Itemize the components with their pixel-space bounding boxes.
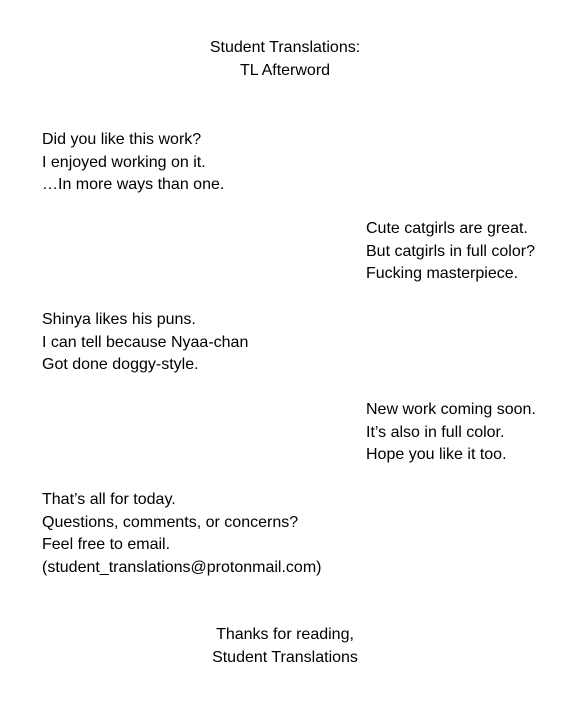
text-line: I enjoyed working on it. <box>42 153 206 171</box>
title-line-2: TL Afterword <box>239 61 331 79</box>
closing-signature <box>0 624 570 669</box>
closing-line-2: Student Translations <box>212 648 358 666</box>
text-line: Questions, comments, or concerns? <box>42 513 299 531</box>
text-line: But catgirls in full color? <box>366 242 535 260</box>
text-line: New work coming soon. <box>366 401 536 418</box>
paragraph-contact <box>42 489 321 579</box>
text-line: Did you like this work? <box>42 131 202 148</box>
contact-email: (student_translations@protonmail.com) <box>42 558 322 576</box>
text-line: Hope you like it too. <box>366 446 507 463</box>
paragraph-new-work <box>366 399 536 467</box>
text-line: Feel free to email. <box>42 536 171 553</box>
text-line: Fucking masterpiece. <box>366 265 519 282</box>
text-line: …In more ways than one. <box>42 176 225 193</box>
text-line: Shinya likes his puns. <box>42 311 196 328</box>
text-line: Cute catgirls are great. <box>366 220 528 237</box>
text-line: Got done doggy-style. <box>42 356 199 373</box>
text-line: I can tell because Nyaa-chan <box>42 333 249 351</box>
text-line: That’s all for today. <box>42 491 176 508</box>
paragraph-puns <box>42 309 248 377</box>
closing-line-1: Thanks for reading, <box>216 626 354 643</box>
paragraph-catgirls <box>366 218 535 286</box>
text-line: It’s also in full color. <box>366 423 505 441</box>
title-line-1: Student Translations: <box>209 39 361 56</box>
page-title <box>0 37 570 82</box>
paragraph-enjoyed-work <box>42 129 224 197</box>
